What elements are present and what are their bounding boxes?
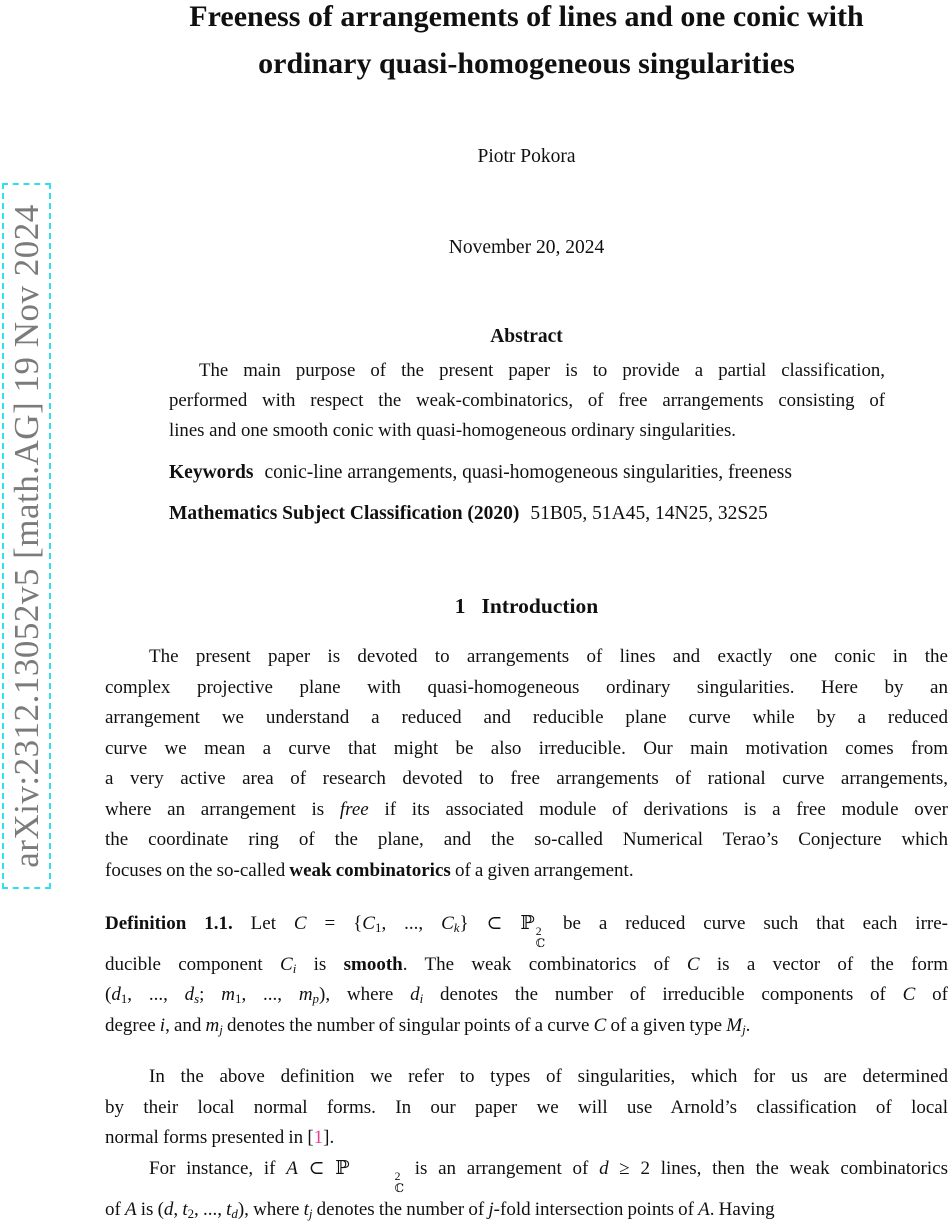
text-line: performed with respect the weak-combinatorics, of free arrangements consisting of: [169, 390, 885, 411]
msc-label: Mathematics Subject Classification (2020): [169, 503, 520, 524]
text-line: curve we mean a curve that might be also irreducible. Our main motivation comes from: [105, 737, 948, 759]
arxiv-watermark-box: [2, 183, 51, 889]
text-line: complex projective plane with quasi-homogeneous ordinary singularities. Here by an: [105, 676, 948, 698]
intro-paragraph-1: [105, 642, 948, 886]
intro-paragraph-2: [105, 1062, 948, 1154]
abstract-heading: Abstract: [490, 326, 563, 347]
keywords-label: Keywords: [169, 462, 254, 483]
section-number: 1: [454, 594, 466, 618]
citation-link-1[interactable]: 1: [313, 1127, 324, 1149]
text-line: The main purpose of the present paper is to provide a partial classification,: [199, 360, 885, 381]
msc-row: [169, 501, 948, 527]
paper-page: [105, 0, 948, 1225]
text-line: by their local normal forms. In our paper we will use Arnold’s classification of local: [105, 1096, 948, 1118]
author-name: Piotr Pokora: [477, 146, 576, 167]
arxiv-id-text: arXiv:2312.13052v5 [math.AG] 19 Nov 2024: [6, 204, 46, 868]
msc-text: 51B05, 51A45, 14N25, 32S25: [530, 503, 768, 524]
text-line: normal forms presented in [1].: [105, 1127, 335, 1149]
paper-title: [105, 0, 948, 87]
text-line: focuses on the so-called weak combinatorics of a given arrangement.: [105, 859, 634, 881]
definition-1-1-paragraph: [105, 909, 948, 1041]
keywords-text: conic-line arrangements, quasi-homogeneous singularities, freeness: [264, 462, 792, 483]
section-title: Introduction: [481, 594, 599, 618]
text-line: degree i, and $m_j$ denotes the number of singular points of a curve C of a given type $M_j$.: [105, 1014, 751, 1037]
text-line: In the above definition we refer to types of singularities, which for us are determined: [149, 1066, 948, 1088]
title-line-1: Freeness of arrangements of lines and one conic with: [189, 0, 864, 33]
text-line: where an arrangement is free if its associated module of derivations is a free module over: [105, 798, 948, 820]
text-line: a very active area of research devoted to free arrangements of rational curve arrangements,: [105, 768, 948, 789]
text-line: ($d_1$, ..., $d_s$; $m_1$, ..., $m_p$), where $d_i$ denotes the number of irreducible components of C of: [105, 984, 948, 1007]
paper-date: November 20, 2024: [448, 237, 605, 258]
text-line: lines and one smooth conic with quasi-homogeneous ordinary singularities.: [169, 420, 736, 441]
text-line: arrangement we understand a reduced and reducible plane curve while by a reduced: [105, 707, 948, 728]
text-line: of A is (d, $t_2$, ..., $t_d$), where $t_j$ denotes the number of j-fold intersection points of A. Having: [105, 1198, 775, 1221]
keywords-row: [169, 460, 948, 486]
text-line: ducible component $C_i$ is smooth. The weak combinatorics of C is a vector of the form: [105, 953, 949, 976]
text-line: For instance, if A ⊂ ℙ 2 ℂ is an arrangement of d ≥ 2 lines, then the weak combinatorics: [149, 1157, 948, 1195]
title-line-2: ordinary quasi-homogeneous singularities: [258, 47, 795, 80]
text-line: The present paper is devoted to arrangements of lines and exactly one conic in the: [149, 646, 948, 667]
text-line: Definition 1.1. Let $C = \{C_1$, ..., $C_k$} ⊂ ℙ 2 ℂ be a reduced curve such that each irre-: [105, 913, 949, 950]
text-line: the coordinate ring of the plane, and the so-called Numerical Terao’s Conjecture which: [105, 829, 948, 850]
abstract-paragraph: [169, 356, 885, 446]
section-heading: [105, 592, 948, 620]
intro-paragraph-3: [105, 1154, 948, 1225]
